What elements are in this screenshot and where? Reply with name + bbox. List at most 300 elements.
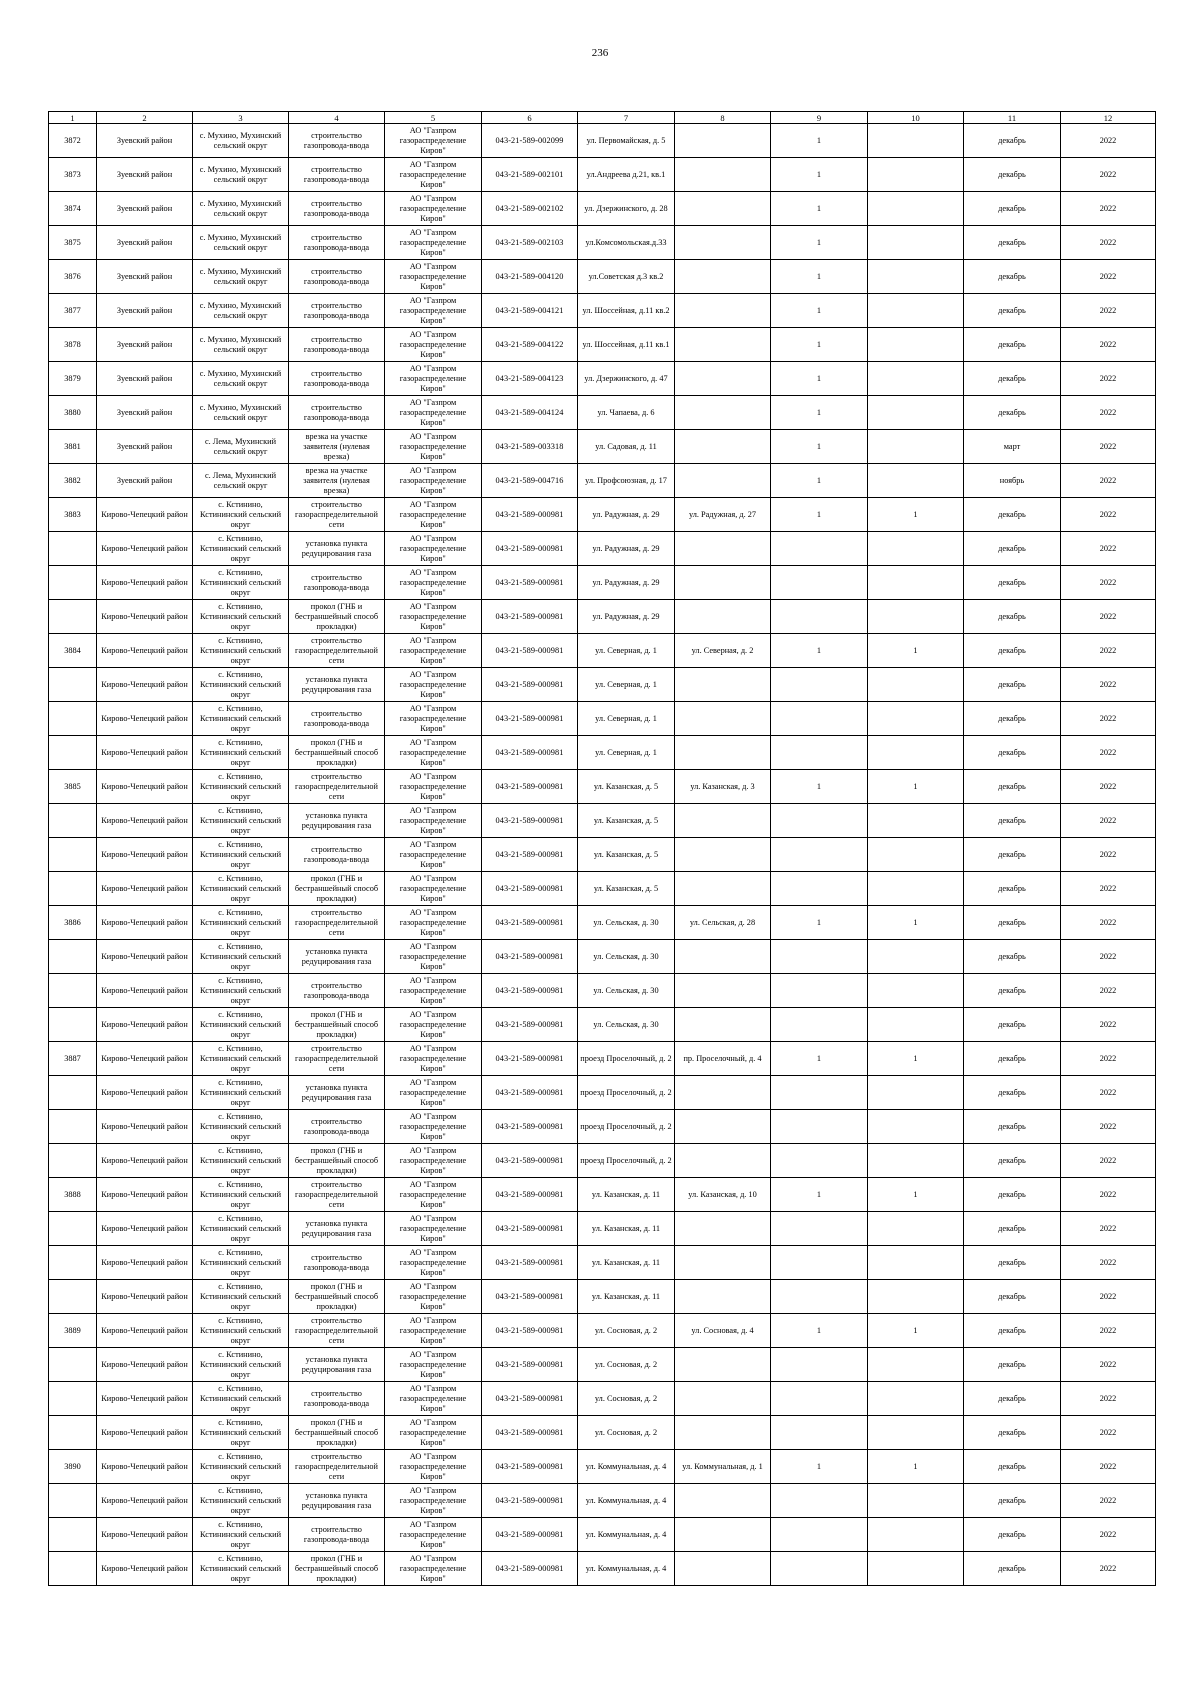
cell-settlement: с. Кстинино, Кстининский сельский округ xyxy=(193,1076,289,1110)
cell-settlement: с. Кстинино, Кстининский сельский округ xyxy=(193,668,289,702)
table-header-row xyxy=(49,112,1156,124)
cell-work-type: установка пункта редуцирования газа xyxy=(289,1076,385,1110)
cell-organization: АО "Газпром газораспределение Киров" xyxy=(385,634,482,668)
cell-settlement: с. Мухино, Мухинский сельский округ xyxy=(193,124,289,158)
cell-application-number: 043-21-589-000981 xyxy=(482,1518,578,1552)
column-header: 10 xyxy=(868,112,964,124)
cell-count-b xyxy=(868,872,964,906)
cell-count-a xyxy=(771,804,868,838)
cell-alt-address xyxy=(675,1484,771,1518)
cell-year: 2022 xyxy=(1061,600,1156,634)
cell-district: Кирово-Чепецкий район xyxy=(97,1212,193,1246)
cell-alt-address xyxy=(675,396,771,430)
cell-work-type: прокол (ГНБ и бестраншейный способ прокладки) xyxy=(289,1144,385,1178)
cell-count-b: 1 xyxy=(868,1178,964,1212)
cell-count-a xyxy=(771,668,868,702)
cell-settlement: с. Кстинино, Кстининский сельский округ xyxy=(193,1518,289,1552)
cell-year: 2022 xyxy=(1061,872,1156,906)
cell-count-b: 1 xyxy=(868,1314,964,1348)
cell-month: декабрь xyxy=(964,702,1061,736)
cell-year: 2022 xyxy=(1061,124,1156,158)
column-header: 2 xyxy=(97,112,193,124)
cell-settlement: с. Кстинино, Кстининский сельский округ xyxy=(193,1110,289,1144)
table-row xyxy=(49,158,1156,192)
cell-month: декабрь xyxy=(964,804,1061,838)
cell-application-number: 043-21-589-000981 xyxy=(482,1348,578,1382)
cell-count-b xyxy=(868,1212,964,1246)
cell-settlement: с. Кстинино, Кстининский сельский округ xyxy=(193,532,289,566)
cell-application-number: 043-21-589-002099 xyxy=(482,124,578,158)
cell-work-type: прокол (ГНБ и бестраншейный способ прокладки) xyxy=(289,600,385,634)
cell-alt-address xyxy=(675,1008,771,1042)
cell-work-type: прокол (ГНБ и бестраншейный способ прокладки) xyxy=(289,736,385,770)
cell-month: декабрь xyxy=(964,634,1061,668)
cell-month: декабрь xyxy=(964,260,1061,294)
cell-application-number: 043-21-589-000981 xyxy=(482,1110,578,1144)
cell-count-b xyxy=(868,1144,964,1178)
cell-row-number xyxy=(49,872,97,906)
cell-application-number: 043-21-589-000981 xyxy=(482,1280,578,1314)
cell-work-type: прокол (ГНБ и бестраншейный способ прокладки) xyxy=(289,1552,385,1586)
cell-work-type: строительство газопровода-ввода xyxy=(289,226,385,260)
cell-alt-address xyxy=(675,566,771,600)
cell-month: декабрь xyxy=(964,1246,1061,1280)
cell-work-type: установка пункта редуцирования газа xyxy=(289,804,385,838)
cell-settlement: с. Кстинино, Кстининский сельский округ xyxy=(193,1314,289,1348)
cell-settlement: с. Кстинино, Кстининский сельский округ xyxy=(193,974,289,1008)
cell-district: Зуевский район xyxy=(97,294,193,328)
cell-count-a: 1 xyxy=(771,192,868,226)
cell-settlement: с. Кстинино, Кстининский сельский округ xyxy=(193,1178,289,1212)
cell-month: декабрь xyxy=(964,192,1061,226)
cell-row-number xyxy=(49,736,97,770)
cell-address: ул. Сосновая, д. 2 xyxy=(578,1416,675,1450)
cell-settlement: с. Кстинино, Кстининский сельский округ xyxy=(193,872,289,906)
cell-count-b xyxy=(868,838,964,872)
cell-year: 2022 xyxy=(1061,906,1156,940)
cell-work-type: строительство газораспределительной сети xyxy=(289,1042,385,1076)
cell-count-a xyxy=(771,940,868,974)
cell-month: декабрь xyxy=(964,396,1061,430)
cell-application-number: 043-21-589-000981 xyxy=(482,1076,578,1110)
cell-count-b xyxy=(868,464,964,498)
table-row xyxy=(49,1144,1156,1178)
cell-address: ул. Казанская, д. 11 xyxy=(578,1280,675,1314)
cell-work-type: строительство газопровода-ввода xyxy=(289,1382,385,1416)
cell-address: ул.Андреева д.21, кв.1 xyxy=(578,158,675,192)
cell-organization: АО "Газпром газораспределение Киров" xyxy=(385,1144,482,1178)
cell-count-b xyxy=(868,1552,964,1586)
cell-settlement: с. Кстинино, Кстининский сельский округ xyxy=(193,838,289,872)
cell-month: декабрь xyxy=(964,1212,1061,1246)
registry-table xyxy=(48,111,1156,1586)
cell-district: Кирово-Чепецкий район xyxy=(97,1110,193,1144)
cell-district: Кирово-Чепецкий район xyxy=(97,702,193,736)
cell-settlement: с. Мухино, Мухинский сельский округ xyxy=(193,396,289,430)
cell-month: декабрь xyxy=(964,1314,1061,1348)
cell-year: 2022 xyxy=(1061,736,1156,770)
cell-organization: АО "Газпром газораспределение Киров" xyxy=(385,1246,482,1280)
cell-year: 2022 xyxy=(1061,1246,1156,1280)
cell-application-number: 043-21-589-004124 xyxy=(482,396,578,430)
table-row xyxy=(49,1518,1156,1552)
cell-row-number xyxy=(49,1416,97,1450)
cell-organization: АО "Газпром газораспределение Киров" xyxy=(385,1450,482,1484)
cell-settlement: с. Кстинино, Кстининский сельский округ xyxy=(193,600,289,634)
cell-year: 2022 xyxy=(1061,328,1156,362)
cell-row-number: 3873 xyxy=(49,158,97,192)
cell-work-type: строительство газопровода-ввода xyxy=(289,362,385,396)
cell-settlement: с. Кстинино, Кстининский сельский округ xyxy=(193,770,289,804)
cell-district: Кирово-Чепецкий район xyxy=(97,770,193,804)
cell-year: 2022 xyxy=(1061,1552,1156,1586)
cell-month: декабрь xyxy=(964,226,1061,260)
cell-row-number: 3877 xyxy=(49,294,97,328)
cell-count-a: 1 xyxy=(771,294,868,328)
cell-settlement: с. Кстинино, Кстининский сельский округ xyxy=(193,940,289,974)
cell-row-number xyxy=(49,1076,97,1110)
cell-organization: АО "Газпром газораспределение Киров" xyxy=(385,1178,482,1212)
cell-organization: АО "Газпром газораспределение Киров" xyxy=(385,804,482,838)
cell-count-b xyxy=(868,1382,964,1416)
cell-count-a xyxy=(771,1484,868,1518)
cell-count-b xyxy=(868,328,964,362)
cell-application-number: 043-21-589-000981 xyxy=(482,600,578,634)
cell-month: декабрь xyxy=(964,1144,1061,1178)
cell-row-number: 3888 xyxy=(49,1178,97,1212)
cell-count-a xyxy=(771,1518,868,1552)
cell-month: декабрь xyxy=(964,1042,1061,1076)
cell-district: Кирово-Чепецкий район xyxy=(97,1008,193,1042)
cell-count-b xyxy=(868,1110,964,1144)
cell-row-number: 3872 xyxy=(49,124,97,158)
cell-work-type: строительство газопровода-ввода xyxy=(289,192,385,226)
cell-application-number: 043-21-589-000981 xyxy=(482,1144,578,1178)
table-row xyxy=(49,1314,1156,1348)
cell-application-number: 043-21-589-000981 xyxy=(482,566,578,600)
cell-work-type: строительство газопровода-ввода xyxy=(289,158,385,192)
cell-count-b xyxy=(868,192,964,226)
cell-alt-address xyxy=(675,1552,771,1586)
cell-work-type: строительство газораспределительной сети xyxy=(289,906,385,940)
cell-settlement: с. Кстинино, Кстининский сельский округ xyxy=(193,1280,289,1314)
cell-row-number xyxy=(49,1518,97,1552)
cell-address: ул. Дзержинского, д. 47 xyxy=(578,362,675,396)
cell-application-number: 043-21-589-000981 xyxy=(482,804,578,838)
table-row xyxy=(49,668,1156,702)
cell-count-a xyxy=(771,1144,868,1178)
cell-district: Зуевский район xyxy=(97,192,193,226)
cell-year: 2022 xyxy=(1061,702,1156,736)
table-row xyxy=(49,702,1156,736)
table-row xyxy=(49,1280,1156,1314)
cell-alt-address xyxy=(675,1246,771,1280)
cell-application-number: 043-21-589-004121 xyxy=(482,294,578,328)
cell-address: ул. Казанская, д. 5 xyxy=(578,804,675,838)
cell-district: Кирово-Чепецкий район xyxy=(97,804,193,838)
cell-row-number xyxy=(49,1144,97,1178)
cell-organization: АО "Газпром газораспределение Киров" xyxy=(385,362,482,396)
cell-alt-address xyxy=(675,362,771,396)
cell-count-a: 1 xyxy=(771,396,868,430)
cell-count-a xyxy=(771,600,868,634)
table-row xyxy=(49,396,1156,430)
cell-year: 2022 xyxy=(1061,1416,1156,1450)
cell-alt-address xyxy=(675,974,771,1008)
cell-year: 2022 xyxy=(1061,974,1156,1008)
table-row xyxy=(49,1042,1156,1076)
table-row xyxy=(49,1008,1156,1042)
cell-district: Зуевский район xyxy=(97,362,193,396)
table-row xyxy=(49,872,1156,906)
table-row xyxy=(49,1110,1156,1144)
cell-year: 2022 xyxy=(1061,362,1156,396)
cell-address: ул. Первомайская, д. 5 xyxy=(578,124,675,158)
cell-alt-address xyxy=(675,1110,771,1144)
cell-address: ул. Северная, д. 1 xyxy=(578,634,675,668)
cell-district: Кирово-Чепецкий район xyxy=(97,736,193,770)
cell-year: 2022 xyxy=(1061,294,1156,328)
cell-address: ул. Сельская, д. 30 xyxy=(578,1008,675,1042)
cell-work-type: прокол (ГНБ и бестраншейный способ прокладки) xyxy=(289,1416,385,1450)
cell-application-number: 043-21-589-000981 xyxy=(482,1246,578,1280)
cell-organization: АО "Газпром газораспределение Киров" xyxy=(385,1382,482,1416)
cell-application-number: 043-21-589-004123 xyxy=(482,362,578,396)
table-body xyxy=(49,112,1156,1586)
cell-alt-address xyxy=(675,1416,771,1450)
cell-count-a xyxy=(771,838,868,872)
cell-organization: АО "Газпром газораспределение Киров" xyxy=(385,770,482,804)
table-row xyxy=(49,1416,1156,1450)
cell-year: 2022 xyxy=(1061,532,1156,566)
cell-row-number: 3883 xyxy=(49,498,97,532)
cell-count-b xyxy=(868,702,964,736)
cell-year: 2022 xyxy=(1061,260,1156,294)
cell-address: ул. Чапаева, д. 6 xyxy=(578,396,675,430)
cell-count-a xyxy=(771,702,868,736)
cell-district: Кирово-Чепецкий район xyxy=(97,1450,193,1484)
cell-count-b: 1 xyxy=(868,770,964,804)
cell-row-number xyxy=(49,600,97,634)
cell-organization: АО "Газпром газораспределение Киров" xyxy=(385,226,482,260)
cell-settlement: с. Кстинино, Кстининский сельский округ xyxy=(193,1008,289,1042)
cell-row-number: 3875 xyxy=(49,226,97,260)
cell-address: проезд Проселочный, д. 2 xyxy=(578,1110,675,1144)
column-header: 9 xyxy=(771,112,868,124)
cell-row-number: 3879 xyxy=(49,362,97,396)
cell-district: Кирово-Чепецкий район xyxy=(97,668,193,702)
cell-alt-address: ул. Радужная, д. 27 xyxy=(675,498,771,532)
cell-alt-address xyxy=(675,328,771,362)
cell-count-b xyxy=(868,940,964,974)
cell-address: ул. Сосновая, д. 2 xyxy=(578,1348,675,1382)
cell-application-number: 043-21-589-000981 xyxy=(482,532,578,566)
cell-alt-address xyxy=(675,702,771,736)
cell-count-a xyxy=(771,872,868,906)
cell-alt-address xyxy=(675,668,771,702)
cell-application-number: 043-21-589-004716 xyxy=(482,464,578,498)
cell-month: декабрь xyxy=(964,1518,1061,1552)
cell-application-number: 043-21-589-003318 xyxy=(482,430,578,464)
cell-address: ул. Радужная, д. 29 xyxy=(578,498,675,532)
cell-work-type: строительство газопровода-ввода xyxy=(289,1246,385,1280)
cell-count-b xyxy=(868,430,964,464)
cell-settlement: с. Лема, Мухинский сельский округ xyxy=(193,464,289,498)
cell-row-number xyxy=(49,1008,97,1042)
cell-count-b: 1 xyxy=(868,498,964,532)
cell-work-type: установка пункта редуцирования газа xyxy=(289,1348,385,1382)
cell-alt-address xyxy=(675,1212,771,1246)
cell-application-number: 043-21-589-000981 xyxy=(482,906,578,940)
cell-alt-address xyxy=(675,838,771,872)
cell-row-number xyxy=(49,974,97,1008)
table-row xyxy=(49,1348,1156,1382)
cell-month: декабрь xyxy=(964,1416,1061,1450)
column-header: 6 xyxy=(482,112,578,124)
cell-organization: АО "Газпром газораспределение Киров" xyxy=(385,600,482,634)
cell-count-b xyxy=(868,124,964,158)
cell-year: 2022 xyxy=(1061,158,1156,192)
cell-month: декабрь xyxy=(964,940,1061,974)
cell-organization: АО "Газпром газораспределение Киров" xyxy=(385,294,482,328)
cell-work-type: строительство газопровода-ввода xyxy=(289,1518,385,1552)
cell-district: Зуевский район xyxy=(97,260,193,294)
cell-application-number: 043-21-589-000981 xyxy=(482,1416,578,1450)
cell-settlement: с. Кстинино, Кстининский сельский округ xyxy=(193,1212,289,1246)
cell-count-a xyxy=(771,1280,868,1314)
table-row xyxy=(49,906,1156,940)
table-row xyxy=(49,1178,1156,1212)
cell-year: 2022 xyxy=(1061,1314,1156,1348)
table-row xyxy=(49,566,1156,600)
cell-organization: АО "Газпром газораспределение Киров" xyxy=(385,1518,482,1552)
cell-alt-address xyxy=(675,736,771,770)
cell-application-number: 043-21-589-000981 xyxy=(482,1042,578,1076)
cell-alt-address xyxy=(675,294,771,328)
cell-count-a: 1 xyxy=(771,464,868,498)
cell-address: ул. Коммунальная, д. 4 xyxy=(578,1484,675,1518)
cell-row-number: 3884 xyxy=(49,634,97,668)
cell-district: Кирово-Чепецкий район xyxy=(97,1518,193,1552)
cell-address: ул. Шоссейная, д.11 кв.2 xyxy=(578,294,675,328)
cell-application-number: 043-21-589-002103 xyxy=(482,226,578,260)
cell-alt-address xyxy=(675,430,771,464)
cell-settlement: с. Мухино, Мухинский сельский округ xyxy=(193,362,289,396)
cell-work-type: строительство газораспределительной сети xyxy=(289,498,385,532)
cell-month: декабрь xyxy=(964,294,1061,328)
cell-organization: АО "Газпром газораспределение Киров" xyxy=(385,1110,482,1144)
cell-organization: АО "Газпром газораспределение Киров" xyxy=(385,1042,482,1076)
cell-row-number xyxy=(49,804,97,838)
column-header: 1 xyxy=(49,112,97,124)
cell-alt-address xyxy=(675,1348,771,1382)
cell-row-number xyxy=(49,1348,97,1382)
column-header: 3 xyxy=(193,112,289,124)
cell-application-number: 043-21-589-004122 xyxy=(482,328,578,362)
table-row xyxy=(49,260,1156,294)
cell-count-a xyxy=(771,1246,868,1280)
cell-count-a xyxy=(771,532,868,566)
cell-month: декабрь xyxy=(964,974,1061,1008)
cell-count-a: 1 xyxy=(771,1178,868,1212)
cell-organization: АО "Газпром газораспределение Киров" xyxy=(385,124,482,158)
cell-work-type: строительство газопровода-ввода xyxy=(289,702,385,736)
cell-count-a: 1 xyxy=(771,124,868,158)
cell-address: ул. Северная, д. 1 xyxy=(578,668,675,702)
cell-count-a: 1 xyxy=(771,906,868,940)
cell-alt-address xyxy=(675,804,771,838)
table-row xyxy=(49,1484,1156,1518)
cell-organization: АО "Газпром газораспределение Киров" xyxy=(385,1484,482,1518)
cell-district: Кирово-Чепецкий район xyxy=(97,872,193,906)
cell-organization: АО "Газпром газораспределение Киров" xyxy=(385,1280,482,1314)
cell-year: 2022 xyxy=(1061,566,1156,600)
cell-address: ул. Казанская, д. 5 xyxy=(578,838,675,872)
table-row xyxy=(49,362,1156,396)
cell-work-type: строительство газораспределительной сети xyxy=(289,1178,385,1212)
cell-organization: АО "Газпром газораспределение Киров" xyxy=(385,260,482,294)
cell-row-number xyxy=(49,566,97,600)
cell-settlement: с. Мухино, Мухинский сельский округ xyxy=(193,328,289,362)
cell-count-a: 1 xyxy=(771,1450,868,1484)
cell-address: ул. Сельская, д. 30 xyxy=(578,974,675,1008)
cell-row-number xyxy=(49,1484,97,1518)
cell-district: Кирово-Чепецкий район xyxy=(97,1144,193,1178)
cell-district: Зуевский район xyxy=(97,328,193,362)
cell-alt-address xyxy=(675,158,771,192)
cell-district: Кирово-Чепецкий район xyxy=(97,974,193,1008)
cell-month: декабрь xyxy=(964,838,1061,872)
cell-organization: АО "Газпром газораспределение Киров" xyxy=(385,396,482,430)
cell-month: декабрь xyxy=(964,1076,1061,1110)
cell-year: 2022 xyxy=(1061,464,1156,498)
cell-year: 2022 xyxy=(1061,1484,1156,1518)
cell-district: Кирово-Чепецкий район xyxy=(97,532,193,566)
cell-settlement: с. Мухино, Мухинский сельский округ xyxy=(193,226,289,260)
cell-row-number: 3876 xyxy=(49,260,97,294)
cell-row-number: 3874 xyxy=(49,192,97,226)
table-row xyxy=(49,838,1156,872)
cell-application-number: 043-21-589-000981 xyxy=(482,498,578,532)
cell-district: Кирово-Чепецкий район xyxy=(97,838,193,872)
cell-organization: АО "Газпром газораспределение Киров" xyxy=(385,872,482,906)
cell-count-b: 1 xyxy=(868,1042,964,1076)
cell-address: ул. Коммунальная, д. 4 xyxy=(578,1450,675,1484)
cell-application-number: 043-21-589-000981 xyxy=(482,1008,578,1042)
cell-year: 2022 xyxy=(1061,1042,1156,1076)
cell-organization: АО "Газпром газораспределение Киров" xyxy=(385,702,482,736)
cell-district: Кирово-Чепецкий район xyxy=(97,566,193,600)
cell-count-b xyxy=(868,532,964,566)
cell-work-type: прокол (ГНБ и бестраншейный способ прокладки) xyxy=(289,872,385,906)
cell-year: 2022 xyxy=(1061,634,1156,668)
cell-district: Зуевский район xyxy=(97,226,193,260)
cell-work-type: строительство газопровода-ввода xyxy=(289,260,385,294)
cell-application-number: 043-21-589-000981 xyxy=(482,1382,578,1416)
cell-work-type: врезка на участке заявителя (нулевая врезка) xyxy=(289,464,385,498)
cell-alt-address xyxy=(675,1280,771,1314)
cell-address: ул. Профсоюзная, д. 17 xyxy=(578,464,675,498)
cell-year: 2022 xyxy=(1061,1076,1156,1110)
cell-alt-address xyxy=(675,1382,771,1416)
cell-district: Зуевский район xyxy=(97,430,193,464)
cell-application-number: 043-21-589-000981 xyxy=(482,1552,578,1586)
cell-alt-address xyxy=(675,1144,771,1178)
cell-month: декабрь xyxy=(964,1348,1061,1382)
cell-district: Кирово-Чепецкий район xyxy=(97,1076,193,1110)
cell-settlement: с. Кстинино, Кстининский сельский округ xyxy=(193,804,289,838)
cell-work-type: строительство газопровода-ввода xyxy=(289,396,385,430)
